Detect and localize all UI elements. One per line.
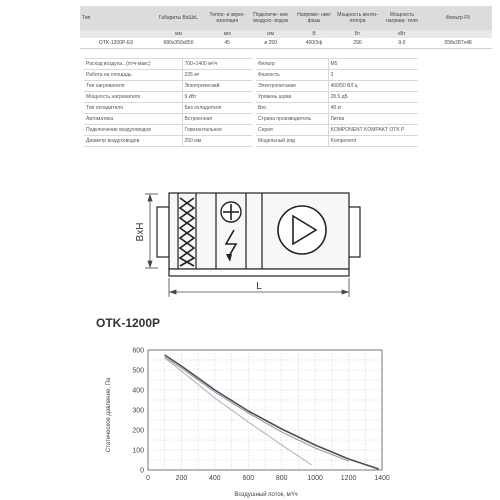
x-tick-label: 0 [146, 475, 150, 482]
param-label: Страна производитель [256, 114, 328, 125]
param-value: Встроенная [182, 114, 252, 125]
spec-unit: Вт [335, 30, 379, 38]
spec-unit: кВт [380, 30, 424, 38]
param-value: KOMPONENT KOMPAKT OTK P [328, 125, 418, 136]
param-label: Вес [256, 103, 328, 114]
spec-value: ø 250 [248, 38, 292, 49]
x-tick-label: 1400 [374, 475, 390, 482]
spec-value: 290 [335, 38, 379, 49]
spec-header: Мощность венти- лятора [335, 6, 379, 30]
spec-header: Напряже- ние/фазы [293, 6, 335, 30]
param-value: 400/50 В/Гц [328, 81, 418, 92]
spec-header: Фильтр F5 [424, 6, 492, 30]
spec-header: Тип [80, 6, 151, 30]
chart-title: OTK-1200P [96, 316, 161, 330]
param-value: M5 [328, 59, 418, 70]
y-tick-label: 300 [132, 407, 144, 415]
spec-header: Тепло- и звуко- изоляция [206, 6, 248, 30]
x-axis-label: Воздушный поток, м³/ч [234, 492, 298, 498]
spec-value: OTK-1200P-E9 [80, 38, 151, 49]
spec-header: Мощность нагрева- теля [380, 6, 424, 30]
y-tick-label: 200 [132, 427, 144, 435]
param-label: Работа на площадь [84, 70, 182, 81]
param-label: Автоматика [84, 114, 182, 125]
spec-value: 558x287x48 [424, 38, 492, 49]
x-tick-label: 400 [209, 475, 221, 482]
spec-value: 45 [206, 38, 248, 49]
height-dimension [145, 194, 158, 268]
param-value: 250 мм [182, 136, 252, 147]
spec-unit: мм [248, 30, 292, 38]
x-tick-label: 200 [175, 475, 188, 482]
spec-header: Габариты ВхШхL [151, 6, 206, 30]
param-value: Без охладителя [182, 103, 252, 114]
y-tick-label: 600 [132, 347, 144, 355]
param-label: Диаметр воздуховодов [84, 136, 182, 147]
spec-value: 680x350x850 [151, 38, 206, 49]
param-value: Литва [328, 114, 418, 125]
param-label: Расход воздуха...(m³ч-макс) [84, 59, 182, 70]
param-value: 9 кВт [182, 92, 252, 103]
param-value: 48 кг [328, 103, 418, 114]
spec-unit: мм [206, 30, 248, 38]
spec-value: 9.0 [380, 38, 424, 49]
x-tick-label: 1000 [307, 475, 323, 482]
spec-unit: В [293, 30, 335, 38]
param-value: Горизонтальное [182, 125, 252, 136]
x-tick-label: 600 [242, 475, 255, 482]
param-label: Электропитание [256, 81, 328, 92]
heater-plus-icon [221, 202, 241, 222]
param-value: Электрический [182, 81, 252, 92]
height-label: BxH [135, 222, 146, 242]
fan-icon [278, 206, 326, 254]
param-label: Серия [256, 125, 328, 136]
length-label: L [256, 281, 262, 292]
param-label: Модельный ряд [256, 136, 328, 147]
inlet-duct [157, 207, 169, 257]
x-tick-label: 1200 [340, 475, 357, 482]
param-value: 700÷1400 м³/ч [182, 59, 252, 70]
param-label: Тип нагревателя [84, 81, 182, 92]
y-tick-label: 400 [132, 387, 144, 395]
unit-base [169, 269, 349, 276]
param-label: Фильтр [256, 59, 328, 70]
param-label: Подключение воздуховодов [84, 125, 182, 136]
param-label: Тип охладителя [84, 103, 182, 114]
param-value: Komponent [328, 136, 418, 147]
param-value: 235 м² [182, 70, 252, 81]
param-value: 3 [328, 70, 418, 81]
y-axis-label: Статическое давление, Па [106, 377, 112, 453]
spec-unit: мм [151, 30, 206, 38]
y-tick-label: 100 [132, 447, 144, 455]
param-label: Фазность [256, 70, 328, 81]
param-value: 28.5 дБ [328, 92, 418, 103]
spec-value: 400/3ф [293, 38, 335, 49]
y-tick-label: 500 [132, 367, 144, 375]
y-tick-label: 0 [140, 467, 144, 475]
param-label: Мощность нагревателя [84, 92, 182, 103]
outlet-duct [348, 207, 360, 257]
param-label: Уровень шума [256, 92, 328, 103]
fan-curve-chart [0, 330, 500, 500]
x-tick-label: 800 [275, 475, 288, 482]
spec-header: Подключе- ние воздухо- водов [248, 6, 292, 30]
